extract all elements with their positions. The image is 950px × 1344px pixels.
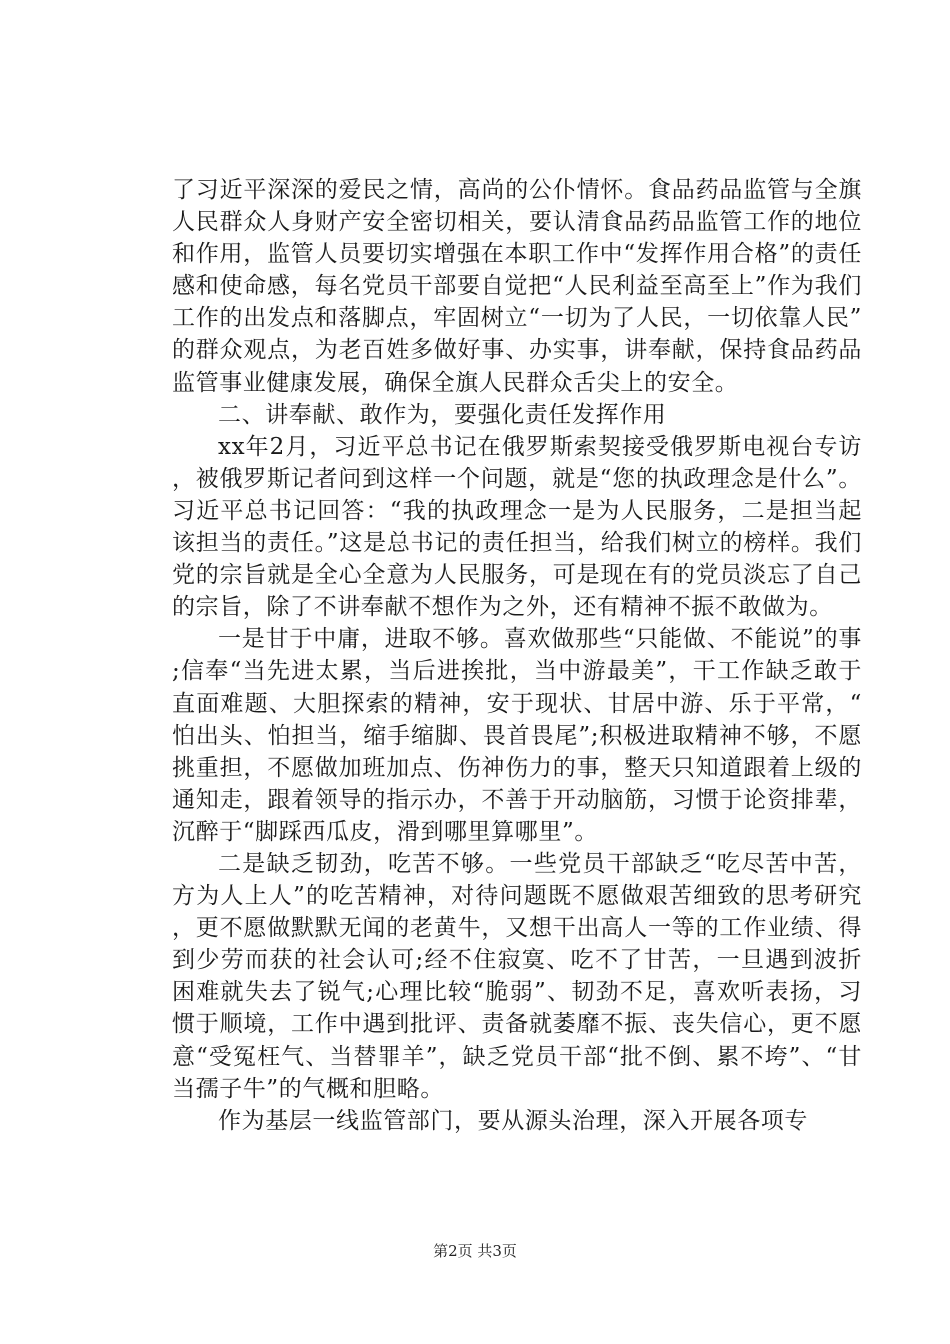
paragraph-point-one: 一是甘于中庸，进取不够。喜欢做那些“只能做、不能说”的事;信奉“当先进太累，当后进挨批，当中游最美”，干工作缺乏敢于直面难题、大胆探索的精神，安于现状、甘居中游、乐于平常，“怕出头、怕担当，缩手缩脚、畏首畏尾”;积极进取精神不够，不愿挑重担，不愿做加班加点、伤神伤力的事，整天只知道跟着上级的通知走，跟着领导的指示办，不善于开动脑筋，习惯于论资排辈，沉醉于“脚踩西瓜皮，滑到哪里算哪里”。: [172, 626, 862, 845]
section-heading: 二、讲奉献、敢作为，要强化责任发挥作用: [218, 401, 667, 428]
paragraph-interview: xx年2月，习近平总书记在俄罗斯索契接受俄罗斯电视台专访，被俄罗斯记者问到这样一个问题，就是“您的执政理念是什么”。习近平总书记回答：“我的执政理念一是为人民服务，二是担当起该担当的责任。”这是总书记的责任担当，给我们树立的榜样。我们党的宗旨就是全心全意为人民服务，可是现在有的党员淡忘了自己的宗旨，除了不讲奉献不想作为之外，还有精神不振不敢做为。: [172, 433, 862, 621]
page-footer: 第2页 共3页: [433, 1242, 517, 1260]
paragraph-closing: 作为基层一线监管部门，要从源头治理，深入开展各项专: [218, 1107, 808, 1134]
document-body: [172, 174, 862, 1137]
paragraph-point-two: 二是缺乏韧劲，吃苦不够。一些党员干部缺乏“吃尽苦中苦，方为人上人”的吃苦精神，对待问题既不愿做艰苦细致的思考研究，更不愿做默默无闻的老黄牛，又想干出高人一等的工作业绩、得到少劳而获的社会认可;经不住寂寞、吃不了甘苦，一旦遇到波折困难就失去了锐气;心理比较“脆弱”、韧劲不足，喜欢听表扬，习惯于顺境，工作中遇到批评、责备就萎靡不振、丧失信心，更不愿意“受冤枉气、当替罪羊”，缺乏党员干部“批不倒、累不垮”、“甘当孺子牛”的气概和胆略。: [172, 850, 862, 1102]
paragraph-continuation: 了习近平深深的爱民之情，高尚的公仆情怀。食品药品监管与全旗人民群众人身财产安全密切相关，要认清食品药品监管工作的地位和作用，监管人员要切实增强在本职工作中“发挥作用合格”的责任感和使命感，每名党员干部要自觉把“人民利益至高至上”作为我们工作的出发点和落脚点，牢固树立“一切为了人民，一切依靠人民”的群众观点，为老百姓多做好事、办实事，讲奉献，保持食品药品监管事业健康发展，确保全旗人民群众舌尖上的安全。: [172, 177, 862, 396]
